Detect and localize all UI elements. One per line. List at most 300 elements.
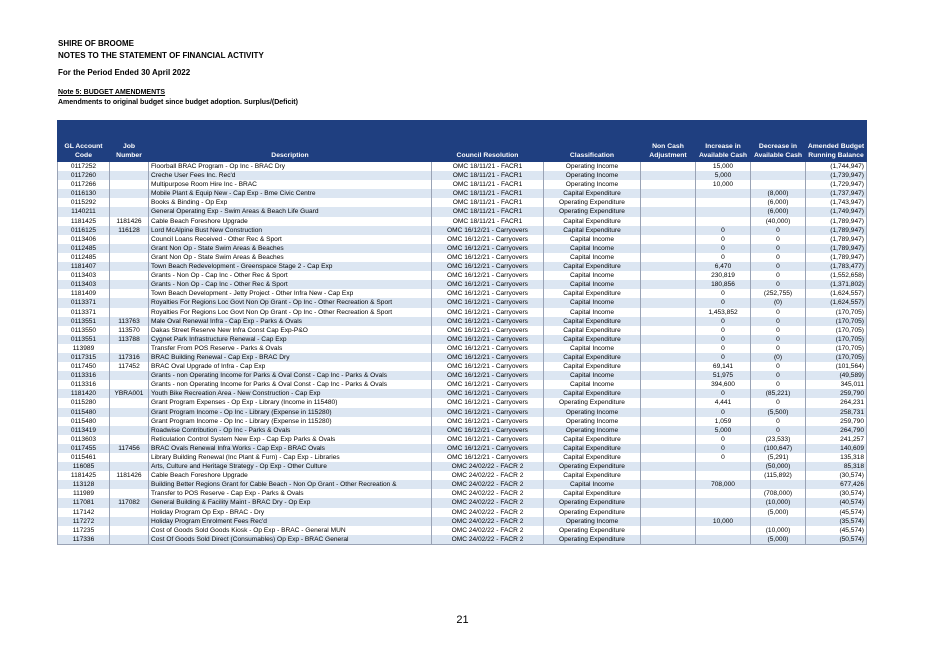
cell-job-number: 117316 xyxy=(110,353,149,362)
cell-gl-account-code: 1181409 xyxy=(58,289,110,298)
cell-gl-account-code: 0117315 xyxy=(58,353,110,362)
cell-job-number xyxy=(110,426,149,435)
cell-job-number xyxy=(110,371,149,380)
cell-job-number xyxy=(110,489,149,498)
cell-description: Lord McAlpine Bust New Construction xyxy=(149,226,432,235)
cell-council-resolution: OMC 16/12/21 - Carryovers xyxy=(432,244,544,253)
cell-increase-available-cash: 51,975 xyxy=(696,371,751,380)
cell-classification: Operating Expenditure xyxy=(544,535,641,545)
cell-description: Cygnet Park Infrastructure Renewal - Cap Exp xyxy=(149,335,432,344)
cell-amended-budget-running-balance: (35,574) xyxy=(806,517,867,526)
cell-job-number xyxy=(110,526,149,535)
cell-increase-available-cash: 1,059 xyxy=(696,417,751,426)
table-row xyxy=(58,344,867,353)
cell-classification: Operating Income xyxy=(544,180,641,189)
cell-decrease-available-cash: (5,500) xyxy=(751,408,806,417)
cell-job-number xyxy=(110,262,149,271)
cell-non-cash-adjustment xyxy=(641,344,696,353)
table-row xyxy=(58,171,867,180)
cell-increase-available-cash: 0 xyxy=(696,435,751,444)
cell-decrease-available-cash: 0 xyxy=(751,253,806,262)
cell-amended-budget-running-balance: 259,790 xyxy=(806,389,867,398)
cell-description: Royalties For Regions Loc Govt Non Op Grant - Op Inc - Other Recreation & Sport xyxy=(149,298,432,307)
cell-decrease-available-cash: 0 xyxy=(751,317,806,326)
table-row xyxy=(58,489,867,498)
cell-council-resolution: OMC 24/02/22 - FACR 2 xyxy=(432,517,544,526)
table-row xyxy=(58,335,867,344)
cell-amended-budget-running-balance: (1,729,947) xyxy=(806,180,867,189)
cell-gl-account-code: 0113551 xyxy=(58,335,110,344)
cell-description: Grants - Non Op - Cap Inc - Other Rec & Sport xyxy=(149,271,432,280)
cell-amended-budget-running-balance: (45,574) xyxy=(806,508,867,517)
cell-decrease-available-cash: 0 xyxy=(751,244,806,253)
cell-description: Town Beach Redevelopment - Greenspace Stage 2 - Cap Exp xyxy=(149,262,432,271)
cell-council-resolution: OMC 16/12/21 - Carryovers xyxy=(432,280,544,289)
table-row xyxy=(58,535,867,545)
cell-decrease-available-cash: (8,000) xyxy=(751,189,806,198)
cell-non-cash-adjustment xyxy=(641,262,696,271)
cell-council-resolution: OMC 18/11/21 - FACR1 xyxy=(432,189,544,198)
cell-council-resolution: OMC 16/12/21 - Carryovers xyxy=(432,371,544,380)
column-header-description: Description xyxy=(149,121,432,162)
table-row xyxy=(58,280,867,289)
cell-council-resolution: OMC 16/12/21 - Carryovers xyxy=(432,353,544,362)
cell-decrease-available-cash: 0 xyxy=(751,235,806,244)
cell-council-resolution: OMC 16/12/21 - Carryovers xyxy=(432,435,544,444)
cell-description: Creche User Fees Inc. Rec'd xyxy=(149,171,432,180)
cell-amended-budget-running-balance: 345,011 xyxy=(806,380,867,389)
cell-increase-available-cash: 5,000 xyxy=(696,426,751,435)
cell-job-number xyxy=(110,207,149,216)
budget-amendments-table xyxy=(57,120,867,545)
cell-job-number xyxy=(110,171,149,180)
cell-description: General Building & Facility Maint - BRAC Dry - Op Exp xyxy=(149,498,432,507)
cell-gl-account-code: 0116130 xyxy=(58,189,110,198)
table-row xyxy=(58,398,867,407)
cell-council-resolution: OMC 24/02/22 - FACR 2 xyxy=(432,498,544,507)
column-header-council-resolution: Council Resolution xyxy=(432,121,544,162)
cell-description: Holiday Program Op Exp - BRAC - Dry xyxy=(149,508,432,517)
cell-gl-account-code: 117336 xyxy=(58,535,110,545)
cell-decrease-available-cash: (10,000) xyxy=(751,526,806,535)
cell-decrease-available-cash: 0 xyxy=(751,326,806,335)
cell-decrease-available-cash: (10,000) xyxy=(751,498,806,507)
cell-amended-budget-running-balance: (101,564) xyxy=(806,362,867,371)
cell-classification: Capital Income xyxy=(544,271,641,280)
cell-council-resolution: OMC 16/12/21 - Carryovers xyxy=(432,235,544,244)
cell-council-resolution: OMC 24/02/22 - FACR 2 xyxy=(432,471,544,480)
cell-gl-account-code: 0112485 xyxy=(58,244,110,253)
cell-gl-account-code: 0113371 xyxy=(58,308,110,317)
table-row xyxy=(58,417,867,426)
cell-classification: Capital Income xyxy=(544,371,641,380)
cell-gl-account-code: 117142 xyxy=(58,508,110,517)
cell-decrease-available-cash: (252,755) xyxy=(751,289,806,298)
table-row xyxy=(58,207,867,216)
cell-amended-budget-running-balance: (1,739,947) xyxy=(806,171,867,180)
column-header-decrease-available-cash: Decrease in Available Cash xyxy=(751,121,806,162)
cell-classification: Operating Income xyxy=(544,408,641,417)
cell-increase-available-cash: 0 xyxy=(696,353,751,362)
cell-amended-budget-running-balance: 259,790 xyxy=(806,417,867,426)
cell-gl-account-code: 0113316 xyxy=(58,371,110,380)
cell-classification: Operating Income xyxy=(544,517,641,526)
cell-decrease-available-cash: 0 xyxy=(751,271,806,280)
cell-gl-account-code: 0113403 xyxy=(58,280,110,289)
cell-classification: Capital Expenditure xyxy=(544,471,641,480)
cell-classification: Capital Expenditure xyxy=(544,489,641,498)
cell-amended-budget-running-balance: (1,371,802) xyxy=(806,280,867,289)
cell-council-resolution: OMC 16/12/21 - Carryovers xyxy=(432,389,544,398)
table-row xyxy=(58,198,867,207)
cell-non-cash-adjustment xyxy=(641,426,696,435)
cell-gl-account-code: 0117260 xyxy=(58,171,110,180)
page-number: 21 xyxy=(456,614,469,626)
cell-job-number xyxy=(110,253,149,262)
cell-classification: Capital Income xyxy=(544,298,641,307)
cell-description: BRAC Ovals Renewal Infra Works - Cap Exp - BRAC Ovals xyxy=(149,444,432,453)
cell-council-resolution: OMC 16/12/21 - Carryovers xyxy=(432,326,544,335)
cell-amended-budget-running-balance: 264,231 xyxy=(806,398,867,407)
cell-increase-available-cash: 0 xyxy=(696,444,751,453)
cell-description: Youth Bike Recreation Area - New Construction - Cap Exp xyxy=(149,389,432,398)
table-row xyxy=(58,326,867,335)
cell-description: BRAC Oval Upgrade of Infra - Cap Exp xyxy=(149,362,432,371)
table-row xyxy=(58,226,867,235)
cell-amended-budget-running-balance: (1,624,557) xyxy=(806,298,867,307)
table-row xyxy=(58,444,867,453)
cell-gl-account-code: 0115292 xyxy=(58,198,110,207)
cell-decrease-available-cash: (6,000) xyxy=(751,207,806,216)
cell-decrease-available-cash: (0) xyxy=(751,353,806,362)
table-row xyxy=(58,353,867,362)
cell-increase-available-cash: 0 xyxy=(696,408,751,417)
cell-non-cash-adjustment xyxy=(641,371,696,380)
cell-council-resolution: OMC 16/12/21 - Carryovers xyxy=(432,317,544,326)
cell-non-cash-adjustment xyxy=(641,217,696,226)
cell-job-number xyxy=(110,462,149,471)
cell-description: BRAC Building Renewal - Cap Exp - BRAC Dry xyxy=(149,353,432,362)
cell-increase-available-cash: 69,141 xyxy=(696,362,751,371)
cell-job-number: 117456 xyxy=(110,444,149,453)
org-name: SHIRE OF BROOME xyxy=(58,39,135,48)
cell-council-resolution: OMC 24/02/22 - FACR 2 xyxy=(432,462,544,471)
cell-decrease-available-cash: (85,221) xyxy=(751,389,806,398)
table-header-row xyxy=(58,121,867,162)
cell-decrease-available-cash: 0 xyxy=(751,262,806,271)
cell-non-cash-adjustment xyxy=(641,335,696,344)
cell-increase-available-cash xyxy=(696,489,751,498)
column-header-non-cash-adjustment: Non Cash Adjustment xyxy=(641,121,696,162)
table-body xyxy=(58,162,867,545)
cell-council-resolution: OMC 16/12/21 - Carryovers xyxy=(432,271,544,280)
cell-classification: Capital Expenditure xyxy=(544,353,641,362)
cell-gl-account-code: 0117450 xyxy=(58,362,110,371)
cell-gl-account-code: 0115480 xyxy=(58,408,110,417)
cell-gl-account-code: 0115480 xyxy=(58,417,110,426)
cell-amended-budget-running-balance: 241,257 xyxy=(806,435,867,444)
table-row xyxy=(58,371,867,380)
cell-description: Cable Beach Foreshore Upgrade xyxy=(149,471,432,480)
cell-decrease-available-cash: (0) xyxy=(751,298,806,307)
cell-council-resolution: OMC 24/02/22 - FACR 2 xyxy=(432,526,544,535)
cell-non-cash-adjustment xyxy=(641,180,696,189)
cell-gl-account-code: 117081 xyxy=(58,498,110,507)
report-subtitle: NOTES TO THE STATEMENT OF FINANCIAL ACTIVITY xyxy=(58,51,264,60)
cell-council-resolution: OMC 16/12/21 - Carryovers xyxy=(432,298,544,307)
cell-increase-available-cash xyxy=(696,526,751,535)
cell-classification: Capital Income xyxy=(544,380,641,389)
table-row xyxy=(58,253,867,262)
cell-classification: Capital Expenditure xyxy=(544,362,641,371)
cell-non-cash-adjustment xyxy=(641,489,696,498)
cell-gl-account-code: 111989 xyxy=(58,489,110,498)
cell-increase-available-cash xyxy=(696,198,751,207)
cell-job-number xyxy=(110,189,149,198)
cell-non-cash-adjustment xyxy=(641,462,696,471)
cell-description: Grants - non Operating Income for Parks & Oval Const - Cap Inc - Parks & Ovals xyxy=(149,380,432,389)
cell-amended-budget-running-balance: (1,743,947) xyxy=(806,198,867,207)
cell-council-resolution: OMC 18/11/21 - FACR1 xyxy=(432,162,544,172)
table-row xyxy=(58,408,867,417)
cell-council-resolution: OMC 18/11/21 - FACR1 xyxy=(432,171,544,180)
cell-increase-available-cash: 0 xyxy=(696,226,751,235)
cell-classification: Capital Expenditure xyxy=(544,435,641,444)
cell-description: Grant Program Expenses - Op Exp - Library (Income in 115480) xyxy=(149,398,432,407)
column-header-increase-available-cash: Increase in Available Cash xyxy=(696,121,751,162)
cell-description: Library Building Renewal (Inc Plant & Furn) - Cap Exp - Libraries xyxy=(149,453,432,462)
cell-classification: Operating Expenditure xyxy=(544,207,641,216)
cell-council-resolution: OMC 16/12/21 - Carryovers xyxy=(432,417,544,426)
report-period: For the Period Ended 30 April 2022 xyxy=(58,68,191,77)
cell-description: Books & Binding - Op Exp xyxy=(149,198,432,207)
cell-non-cash-adjustment xyxy=(641,226,696,235)
cell-decrease-available-cash: (5,000) xyxy=(751,508,806,517)
cell-gl-account-code: 0113419 xyxy=(58,426,110,435)
cell-classification: Operating Expenditure xyxy=(544,198,641,207)
cell-decrease-available-cash: (5,000) xyxy=(751,535,806,545)
cell-increase-available-cash: 708,000 xyxy=(696,480,751,489)
cell-gl-account-code: 0115461 xyxy=(58,453,110,462)
table-row xyxy=(58,262,867,271)
cell-non-cash-adjustment xyxy=(641,453,696,462)
cell-non-cash-adjustment xyxy=(641,526,696,535)
cell-decrease-available-cash: 0 xyxy=(751,344,806,353)
cell-description: Mobile Plant & Equip New - Cap Exp - Bme Civic Centre xyxy=(149,189,432,198)
table-row xyxy=(58,308,867,317)
table-row xyxy=(58,435,867,444)
cell-council-resolution: OMC 16/12/21 - Carryovers xyxy=(432,398,544,407)
cell-amended-budget-running-balance: (45,574) xyxy=(806,526,867,535)
cell-amended-budget-running-balance: 135,318 xyxy=(806,453,867,462)
cell-decrease-available-cash: (708,000) xyxy=(751,489,806,498)
cell-increase-available-cash: 0 xyxy=(696,389,751,398)
cell-non-cash-adjustment xyxy=(641,171,696,180)
cell-gl-account-code: 113128 xyxy=(58,480,110,489)
cell-job-number xyxy=(110,289,149,298)
cell-classification: Capital Expenditure xyxy=(544,317,641,326)
cell-description: Roadwise Contribution - Op Inc - Parks & Ovals xyxy=(149,426,432,435)
cell-job-number xyxy=(110,480,149,489)
cell-increase-available-cash: 6,470 xyxy=(696,262,751,271)
cell-increase-available-cash: 5,000 xyxy=(696,171,751,180)
cell-increase-available-cash: 0 xyxy=(696,289,751,298)
cell-increase-available-cash xyxy=(696,508,751,517)
cell-gl-account-code: 0113316 xyxy=(58,380,110,389)
cell-decrease-available-cash: 0 xyxy=(751,417,806,426)
cell-non-cash-adjustment xyxy=(641,517,696,526)
cell-non-cash-adjustment xyxy=(641,362,696,371)
cell-amended-budget-running-balance: (40,574) xyxy=(806,498,867,507)
cell-gl-account-code: 0117252 xyxy=(58,162,110,172)
cell-job-number xyxy=(110,398,149,407)
cell-increase-available-cash xyxy=(696,471,751,480)
cell-gl-account-code: 1181425 xyxy=(58,471,110,480)
cell-amended-budget-running-balance: (170,705) xyxy=(806,344,867,353)
cell-council-resolution: OMC 16/12/21 - Carryovers xyxy=(432,335,544,344)
cell-council-resolution: OMC 24/02/22 - FACR 2 xyxy=(432,489,544,498)
cell-description: Council Loans Received - Other Rec & Sport xyxy=(149,235,432,244)
cell-increase-available-cash: 0 xyxy=(696,344,751,353)
cell-classification: Operating Expenditure xyxy=(544,498,641,507)
cell-job-number xyxy=(110,308,149,317)
cell-non-cash-adjustment xyxy=(641,308,696,317)
cell-non-cash-adjustment xyxy=(641,317,696,326)
cell-job-number xyxy=(110,271,149,280)
cell-job-number xyxy=(110,417,149,426)
cell-classification: Capital Income xyxy=(544,235,641,244)
cell-non-cash-adjustment xyxy=(641,280,696,289)
note-title: Note 5: BUDGET AMENDMENTS xyxy=(58,89,166,96)
cell-description: Male Oval Renewal Infra - Cap Exp - Parks & Ovals xyxy=(149,317,432,326)
table-row xyxy=(58,453,867,462)
cell-increase-available-cash: 0 xyxy=(696,298,751,307)
table-row xyxy=(58,235,867,244)
cell-gl-account-code: 113989 xyxy=(58,344,110,353)
cell-classification: Capital Income xyxy=(544,244,641,253)
cell-council-resolution: OMC 18/11/21 - FACR1 xyxy=(432,180,544,189)
cell-job-number: 117082 xyxy=(110,498,149,507)
cell-decrease-available-cash: (100,647) xyxy=(751,444,806,453)
cell-decrease-available-cash xyxy=(751,180,806,189)
cell-job-number xyxy=(110,517,149,526)
cell-council-resolution: OMC 16/12/21 - Carryovers xyxy=(432,426,544,435)
cell-job-number xyxy=(110,380,149,389)
cell-amended-budget-running-balance: (1,789,947) xyxy=(806,235,867,244)
cell-increase-available-cash: 0 xyxy=(696,235,751,244)
cell-non-cash-adjustment xyxy=(641,444,696,453)
cell-decrease-available-cash xyxy=(751,480,806,489)
cell-increase-available-cash: 0 xyxy=(696,253,751,262)
cell-classification: Capital Expenditure xyxy=(544,453,641,462)
cell-gl-account-code: 0113603 xyxy=(58,435,110,444)
cell-amended-budget-running-balance: (1,624,557) xyxy=(806,289,867,298)
cell-classification: Operating Income xyxy=(544,426,641,435)
cell-council-resolution: OMC 16/12/21 - Carryovers xyxy=(432,253,544,262)
cell-amended-budget-running-balance: (30,574) xyxy=(806,471,867,480)
cell-increase-available-cash: 0 xyxy=(696,335,751,344)
cell-council-resolution: OMC 16/12/21 - Carryovers xyxy=(432,344,544,353)
cell-decrease-available-cash: (50,000) xyxy=(751,462,806,471)
cell-decrease-available-cash: 0 xyxy=(751,280,806,289)
cell-amended-budget-running-balance: 85,318 xyxy=(806,462,867,471)
cell-increase-available-cash: 4,441 xyxy=(696,398,751,407)
cell-amended-budget-running-balance: (1,737,947) xyxy=(806,189,867,198)
cell-gl-account-code: 0113550 xyxy=(58,326,110,335)
cell-amended-budget-running-balance: (1,783,477) xyxy=(806,262,867,271)
cell-council-resolution: OMC 16/12/21 - Carryovers xyxy=(432,408,544,417)
cell-gl-account-code: 1140211 xyxy=(58,207,110,216)
cell-gl-account-code: 0115280 xyxy=(58,398,110,407)
table-row xyxy=(58,362,867,371)
cell-non-cash-adjustment xyxy=(641,235,696,244)
cell-amended-budget-running-balance: (50,574) xyxy=(806,535,867,545)
cell-decrease-available-cash: 0 xyxy=(751,226,806,235)
cell-classification: Capital Expenditure xyxy=(544,444,641,453)
cell-gl-account-code: 117235 xyxy=(58,526,110,535)
cell-amended-budget-running-balance: (1,789,947) xyxy=(806,217,867,226)
cell-increase-available-cash xyxy=(696,498,751,507)
cell-classification: Capital Expenditure xyxy=(544,217,641,226)
cell-job-number xyxy=(110,244,149,253)
cell-amended-budget-running-balance: (49,589) xyxy=(806,371,867,380)
cell-non-cash-adjustment xyxy=(641,417,696,426)
cell-description: Transfer From POS Reserve - Parks & Ovals xyxy=(149,344,432,353)
cell-amended-budget-running-balance: (170,705) xyxy=(806,308,867,317)
cell-classification: Capital Income xyxy=(544,308,641,317)
table-row xyxy=(58,498,867,507)
cell-council-resolution: OMC 16/12/21 - Carryovers xyxy=(432,444,544,453)
cell-job-number: 1181426 xyxy=(110,471,149,480)
cell-increase-available-cash: 180,856 xyxy=(696,280,751,289)
cell-council-resolution: OMC 16/12/21 - Carryovers xyxy=(432,262,544,271)
cell-non-cash-adjustment xyxy=(641,508,696,517)
cell-decrease-available-cash xyxy=(751,171,806,180)
cell-gl-account-code: 0113406 xyxy=(58,235,110,244)
cell-amended-budget-running-balance: (1,744,947) xyxy=(806,162,867,172)
cell-job-number xyxy=(110,453,149,462)
cell-job-number xyxy=(110,535,149,545)
cell-description: Grant Non Op - State Swim Areas & Beaches xyxy=(149,244,432,253)
cell-increase-available-cash: 0 xyxy=(696,453,751,462)
cell-decrease-available-cash: 0 xyxy=(751,335,806,344)
cell-description: General Operating Exp - Swim Areas & Beach Life Guard xyxy=(149,207,432,216)
cell-increase-available-cash xyxy=(696,535,751,545)
cell-amended-budget-running-balance: (1,789,947) xyxy=(806,244,867,253)
cell-amended-budget-running-balance: 264,790 xyxy=(806,426,867,435)
table-row xyxy=(58,244,867,253)
cell-increase-available-cash: 230,819 xyxy=(696,271,751,280)
cell-gl-account-code: 0117455 xyxy=(58,444,110,453)
cell-gl-account-code: 0112485 xyxy=(58,253,110,262)
cell-description: Grant Program Income - Op Inc - Library (Expense in 115280) xyxy=(149,408,432,417)
cell-amended-budget-running-balance: (170,705) xyxy=(806,335,867,344)
note-description: Amendments to original budget since budget adoption. Surplus/(Deficit) xyxy=(58,99,298,106)
cell-decrease-available-cash: (115,892) xyxy=(751,471,806,480)
cell-description: Town Beach Development - Jetty Project - Other Infra New - Cap Exp xyxy=(149,289,432,298)
table-row xyxy=(58,298,867,307)
cell-amended-budget-running-balance: (1,749,947) xyxy=(806,207,867,216)
cell-council-resolution: OMC 16/12/21 - Carryovers xyxy=(432,453,544,462)
cell-non-cash-adjustment xyxy=(641,244,696,253)
cell-non-cash-adjustment xyxy=(641,253,696,262)
cell-council-resolution: OMC 16/12/21 - Carryovers xyxy=(432,226,544,235)
cell-decrease-available-cash: 0 xyxy=(751,398,806,407)
cell-decrease-available-cash: 0 xyxy=(751,380,806,389)
cell-description: Building Better Regions Grant for Cable Beach - Non Op Grant - Other Recreation & xyxy=(149,480,432,489)
cell-job-number: 117452 xyxy=(110,362,149,371)
cell-gl-account-code: 1181420 xyxy=(58,389,110,398)
